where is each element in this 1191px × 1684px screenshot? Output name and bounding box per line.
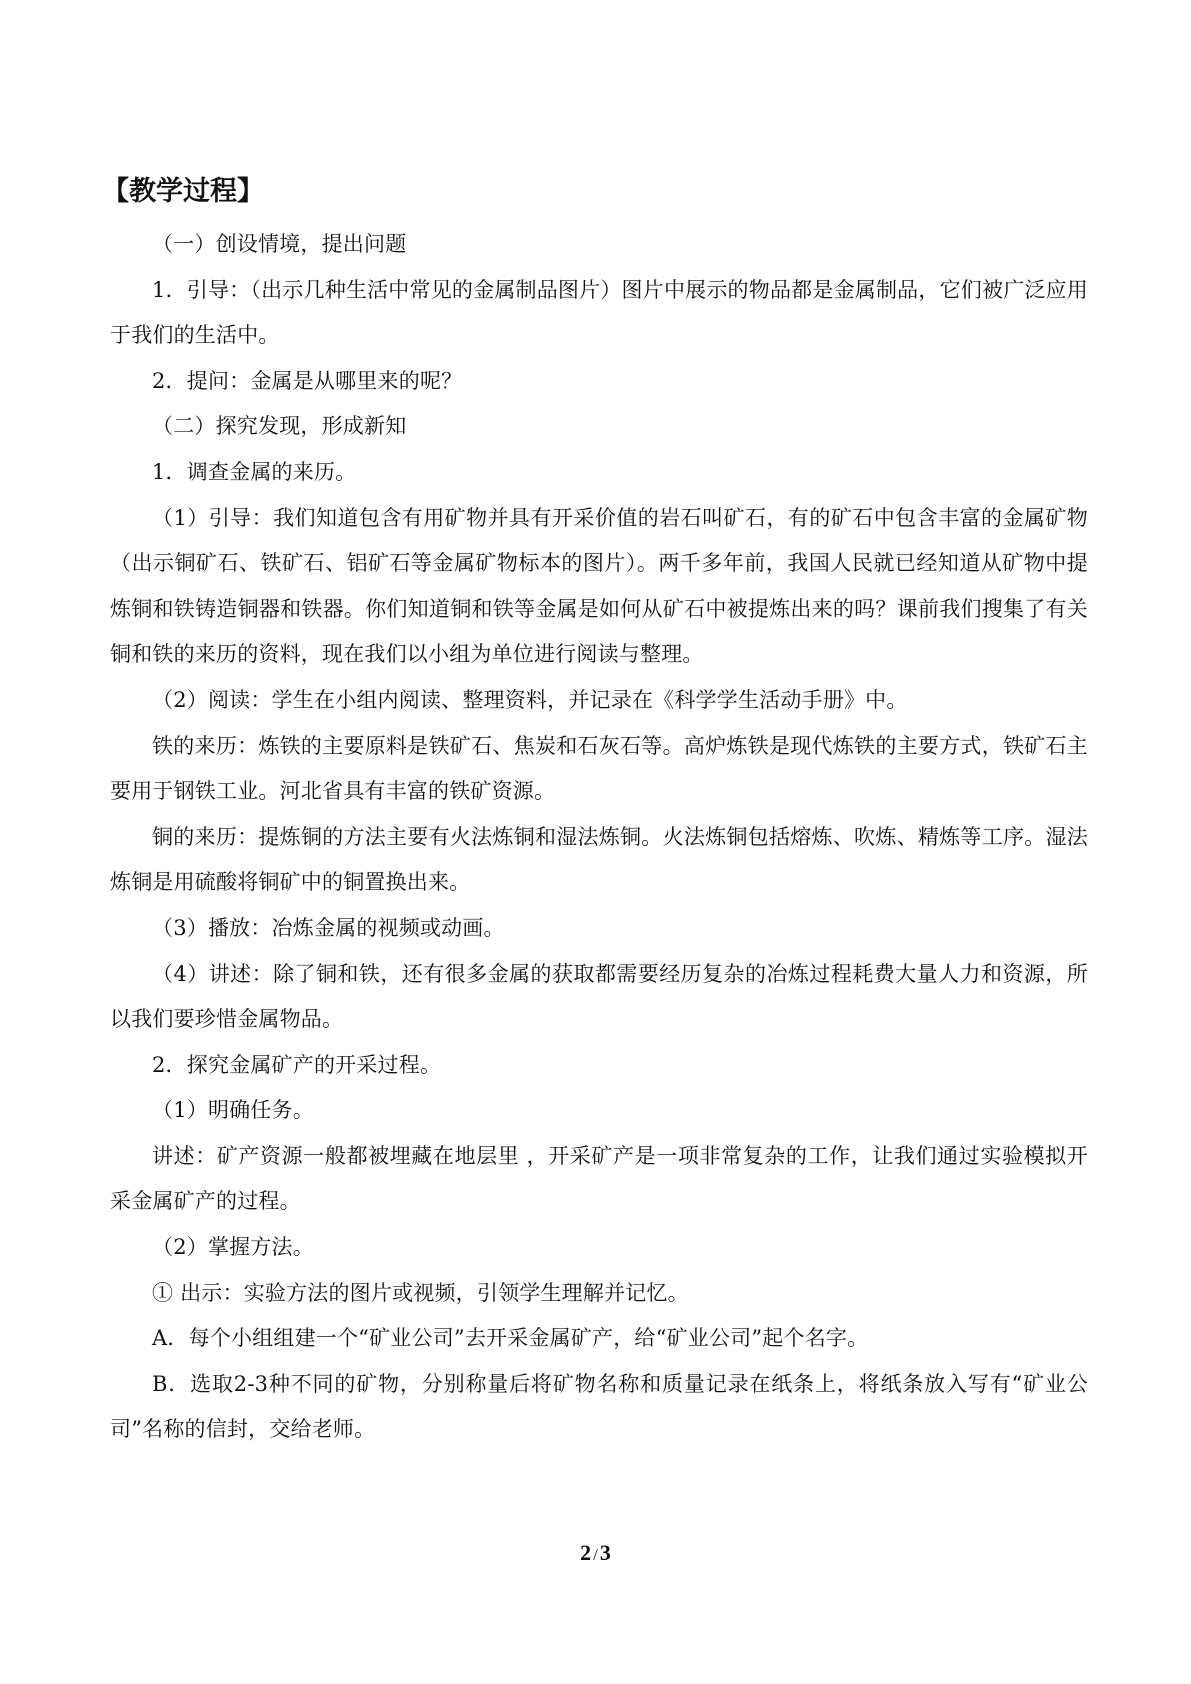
- paragraph-copper-history: 铜的来历：提炼铜的方法主要有火法炼铜和湿法炼铜。火法炼铜包括熔炼、吹炼、精炼等工序。湿法炼铜是用硫酸将铜矿中的铜置换出来。: [110, 824, 1088, 895]
- paragraph-task-narration: 讲述：矿产资源一般都被埋藏在地层里 ，开采矿产是一项非常复杂的工作，让我们通过实验模拟开采金属矿产的过程。: [110, 1143, 1088, 1214]
- paragraph-play-video: （3）播放：冶炼金属的视频或动画。: [152, 915, 505, 940]
- paragraph-iron-history: 铁的来历：炼铁的主要原料是铁矿石、焦炭和石灰石等。高炉炼铁是现代炼铁的主要方式，铁矿石主要用于钢铁工业。河北省具有丰富的铁矿资源。: [110, 733, 1088, 804]
- paragraph-subsection-2: （二）探究发现，形成新知: [152, 414, 407, 439]
- current-page: 2: [580, 1540, 592, 1565]
- paragraph-subsection-1: （一）创设情境，提出问题: [152, 232, 407, 256]
- paragraph-narration: （4）讲述：除了铜和铁，还有很多金属的获取都需要经历复杂的冶炼过程耗费大量人力和资源，所以我们要珍惜金属物品。: [110, 961, 1088, 1032]
- paragraph-step-b: B．选取2-3种不同的矿物，分别称量后将矿物名称和质量记录在纸条上，将纸条放入写有“矿业公司”名称的信封，交给老师。: [110, 1371, 1088, 1442]
- document-body: [102, 172, 1088, 1453]
- paragraph-mining-process: 2．探究金属矿产的开采过程。: [152, 1052, 442, 1077]
- paragraph-step-a: A．每个小组组建一个“矿业公司”去开采金属矿产，给“矿业公司”起个名字。: [152, 1326, 869, 1351]
- paragraph-master-method: （2）掌握方法。: [152, 1235, 314, 1260]
- paragraph-guide: 1．引导：（出示几种生活中常见的金属制品图片）图片中展示的物品都是金属制品，它们被广泛应用于我们的生活中。: [110, 277, 1088, 348]
- page-number: [0, 1540, 1191, 1566]
- page-separator: /: [593, 1545, 598, 1564]
- paragraph-reading: （2）阅读：学生在小组内阅读、整理资料，并记录在《科学学生活动手册》中。: [152, 687, 908, 712]
- paragraph-question: 2．提问：金属是从哪里来的呢？: [152, 368, 463, 393]
- paragraph-ore-guide: （1）引导：我们知道包含有用矿物并具有开采价值的岩石叫矿石，有的矿石中包含丰富的金属矿物（出示铜矿石、铁矿石、铝矿石等金属矿物标本的图片）。两千多年前，我国人民就已经知道从矿物中提炼铜和铁铸造铜器和铁器。你们知道铜和铁等金属是如何从矿石中被提炼出来的吗？课前我们搜集了有关铜和铁的来历的资料，现在我们以小组为单位进行阅读与整理。: [110, 505, 1088, 667]
- total-pages: 3: [599, 1540, 611, 1565]
- section-heading: 【教学过程】: [102, 176, 264, 207]
- paragraph-show-method: ① 出示：实验方法的图片或视频，引领学生理解并记忆。: [152, 1280, 689, 1305]
- paragraph-clarify-task: （1）明确任务。: [152, 1098, 314, 1123]
- paragraph-investigate-history: 1．调查金属的来历。: [152, 459, 357, 484]
